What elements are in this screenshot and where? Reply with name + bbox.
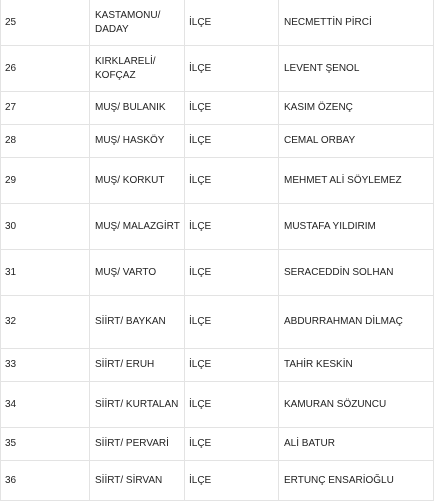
unit-type: İLÇE	[185, 0, 279, 46]
table-row	[1, 428, 434, 461]
table-row	[1, 0, 434, 46]
row-number: 34	[1, 382, 90, 428]
row-number: 33	[1, 349, 90, 382]
unit-type: İLÇE	[185, 296, 279, 349]
person-name: NECMETTİN PİRCİ	[279, 0, 434, 46]
person-name: SERACEDDİN SOLHAN	[279, 250, 434, 296]
unit-type: İLÇE	[185, 250, 279, 296]
unit-type: İLÇE	[185, 46, 279, 92]
table-row	[1, 204, 434, 250]
province-district: MUŞ/ BULANIK	[90, 92, 185, 125]
table-row	[1, 296, 434, 349]
row-number: 28	[1, 125, 90, 158]
person-name: MUSTAFA YILDIRIM	[279, 204, 434, 250]
person-name: KASIM ÖZENÇ	[279, 92, 434, 125]
province-district: SİİRT/ PERVARİ	[90, 428, 185, 461]
province-district: SİİRT/ BAYKAN	[90, 296, 185, 349]
person-name: ERTUNÇ ENSARİOĞLU	[279, 461, 434, 501]
person-name: LEVENT ŞENOL	[279, 46, 434, 92]
row-number: 26	[1, 46, 90, 92]
table-row	[1, 92, 434, 125]
person-name: KAMURAN SÖZUNCU	[279, 382, 434, 428]
table-row	[1, 125, 434, 158]
table-row	[1, 382, 434, 428]
table-row	[1, 46, 434, 92]
unit-type: İLÇE	[185, 461, 279, 501]
province-district: KIRKLARELİ/ KOFÇAZ	[90, 46, 185, 92]
row-number: 35	[1, 428, 90, 461]
table-row	[1, 349, 434, 382]
row-number: 30	[1, 204, 90, 250]
table-row	[1, 461, 434, 501]
person-name: CEMAL ORBAY	[279, 125, 434, 158]
province-district: KASTAMONU/ DADAY	[90, 0, 185, 46]
row-number: 32	[1, 296, 90, 349]
unit-type: İLÇE	[185, 382, 279, 428]
person-name: ALİ BATUR	[279, 428, 434, 461]
row-number: 36	[1, 461, 90, 501]
unit-type: İLÇE	[185, 204, 279, 250]
unit-type: İLÇE	[185, 349, 279, 382]
province-district: SİİRT/ ERUH	[90, 349, 185, 382]
province-district: SİİRT/ SİRVAN	[90, 461, 185, 501]
row-number: 25	[1, 0, 90, 46]
table-row	[1, 158, 434, 204]
province-district: MUŞ/ VARTO	[90, 250, 185, 296]
unit-type: İLÇE	[185, 125, 279, 158]
person-name: ABDURRAHMAN DİLMAÇ	[279, 296, 434, 349]
province-district: MUŞ/ MALAZGİRT	[90, 204, 185, 250]
unit-type: İLÇE	[185, 428, 279, 461]
province-district: MUŞ/ HASKÖY	[90, 125, 185, 158]
province-district: MUŞ/ KORKUT	[90, 158, 185, 204]
unit-type: İLÇE	[185, 158, 279, 204]
person-name: TAHİR KESKİN	[279, 349, 434, 382]
table-row	[1, 250, 434, 296]
table-body	[1, 0, 434, 501]
row-number: 31	[1, 250, 90, 296]
unit-type: İLÇE	[185, 92, 279, 125]
row-number: 27	[1, 92, 90, 125]
person-name: MEHMET ALİ SÖYLEMEZ	[279, 158, 434, 204]
province-district: SİİRT/ KURTALAN	[90, 382, 185, 428]
row-number: 29	[1, 158, 90, 204]
